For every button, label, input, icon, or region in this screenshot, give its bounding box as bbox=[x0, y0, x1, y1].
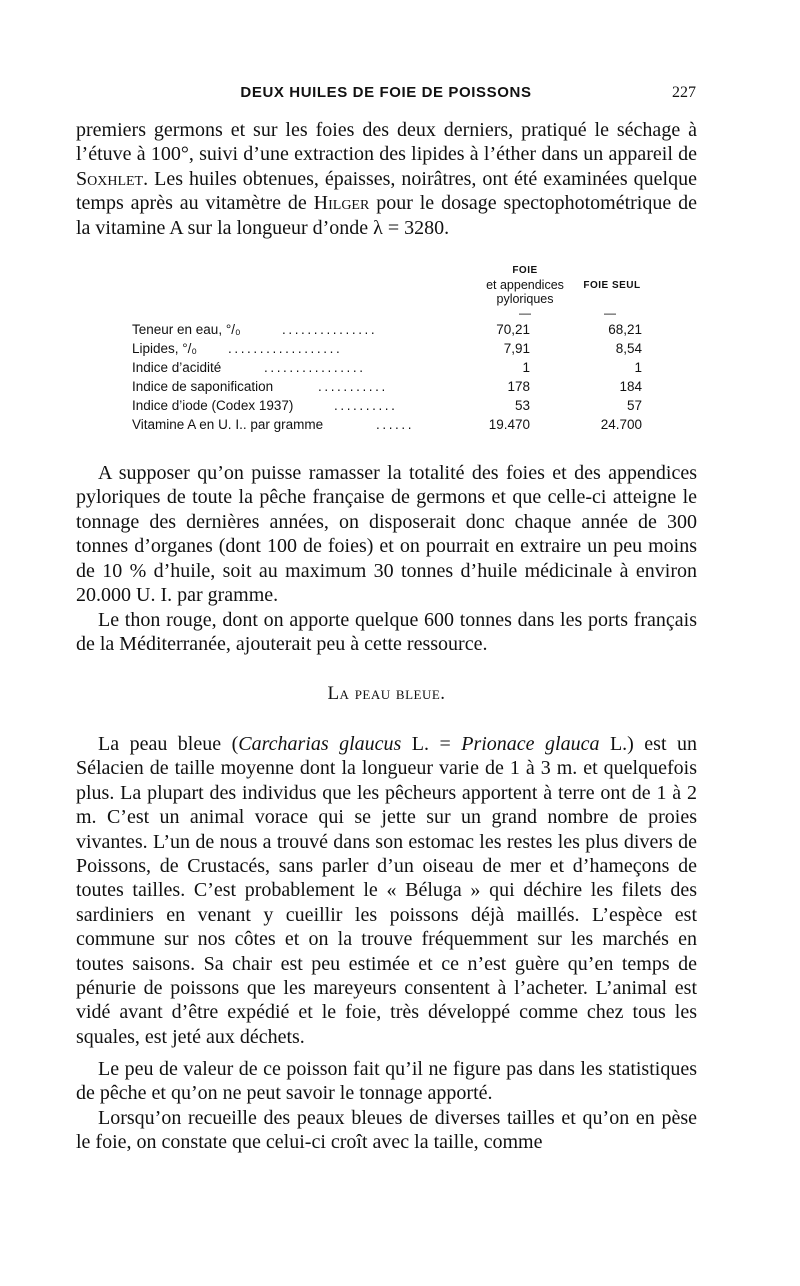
intro-text-a: premiers germons et sur les foies des deux derniers, pratiqué le séchage à l’étuve à 100°, suivi d’une extraction des lipides à l’éther dans un appareil de bbox=[76, 119, 697, 166]
col-header-line-2: et appendices bbox=[486, 278, 564, 292]
table-row bbox=[132, 417, 652, 435]
row-label: Vitamine A en U. I.. par gramme bbox=[132, 417, 324, 432]
row-dots: ...... bbox=[376, 417, 415, 432]
col-header-foie-seul-label: FOIE SEUL bbox=[583, 280, 641, 291]
row-value-foie-seul: 1 bbox=[634, 360, 642, 375]
col-header-line-3: pyloriques bbox=[496, 292, 554, 306]
species-name-carcharias: Carcharias glaucus bbox=[238, 733, 402, 755]
table-row bbox=[132, 379, 652, 397]
paragraph-foie-taille bbox=[76, 1106, 697, 1155]
paragraph-statistiques bbox=[76, 1057, 697, 1106]
col-header-line-1: FOIE bbox=[512, 265, 538, 276]
table-row bbox=[132, 360, 652, 378]
row-dots: ............... bbox=[282, 322, 378, 337]
row-dots: .......... bbox=[334, 398, 398, 413]
row-value-foie-seul: 24.700 bbox=[600, 417, 642, 432]
row-label: Indice d’iode (Codex 1937) bbox=[132, 398, 294, 413]
col2-dash: — bbox=[604, 306, 616, 320]
paragraph-germons-total bbox=[76, 461, 697, 607]
peau-bleue-text-b: L. = bbox=[401, 733, 462, 755]
row-label: Indice de saponification bbox=[132, 379, 274, 394]
running-header bbox=[76, 84, 696, 108]
col-header-foie-seul bbox=[572, 279, 652, 293]
row-label: Lipides, °/₀ bbox=[132, 341, 198, 356]
paragraph-statistiques-text: Le peu de valeur de ce poisson fait qu’il ne figure pas dans les statistiques de pêche et qu’on ne peut savoir le tonnage apporté. bbox=[76, 1058, 697, 1105]
row-label: Indice d’acidité bbox=[132, 360, 222, 375]
paragraph-thon-rouge bbox=[76, 608, 697, 657]
col1-dash: — bbox=[519, 306, 531, 320]
author-soxhlet: Soxhlet bbox=[76, 167, 144, 190]
row-value-foie-seul: 8,54 bbox=[615, 341, 642, 356]
paragraph-peau-bleue bbox=[76, 732, 697, 1049]
col-header-foie-appendices bbox=[460, 264, 590, 306]
author-hilger: Hilger bbox=[313, 192, 370, 215]
row-dots: .................. bbox=[228, 341, 343, 356]
row-value-foie-appendices: 70,21 bbox=[496, 322, 530, 337]
table-row bbox=[132, 398, 652, 416]
page-number: 227 bbox=[672, 84, 696, 101]
intro-text-c: pour le dosage spectophotométrique de la vitamine A sur la longueur d’onde λ = 3280. bbox=[76, 192, 697, 239]
paragraph-thon-rouge-text: Le thon rouge, dont on apporte quelque 600 tonnes dans les ports français de la Méditerranée, ajouterait peu à cette ressource. bbox=[76, 609, 697, 656]
table-row bbox=[132, 341, 652, 359]
row-dots: ........... bbox=[318, 379, 388, 394]
row-value-foie-appendices: 53 bbox=[514, 398, 530, 413]
species-name-prionace: Prionace glauca bbox=[461, 733, 600, 755]
row-label: Teneur en eau, °/₀ bbox=[132, 322, 241, 337]
intro-paragraph bbox=[76, 118, 697, 240]
row-value-foie-seul: 57 bbox=[626, 398, 642, 413]
row-value-foie-appendices: 1 bbox=[522, 360, 530, 375]
row-value-foie-seul: 68,21 bbox=[608, 322, 642, 337]
section-title: La peau bleue. bbox=[327, 683, 446, 704]
peau-bleue-text-c: L.) est un Sélacien de taille moyenne dont la longueur varie de 1 à 3 m. et quelquefois plus. La plupart des individus que les pêcheurs apportent à terre ont de 1 à 2 m. C’est un animal vorace qui se jette sur un grand nombre de proies vivantes. L’un de nous a trouvé dans son estomac les restes les plus divers de Poissons, de Crustacés, sans parler d’un oiseau de mer et d’hameçons de toutes tailles. C’est probablement le « Béluga » qui déchire les filets des sardiniers en venant y cueillir les poissons déjà maillés. L’espèce est commune sur nos côtes et on la trouve fréquemment sur les marchés en toutes saisons. Sa chair est peu estimée et ce n’est guère qu’en temps de pénurie de poissons que les mareyeurs consentent à l’acheter. L’animal est vidé avant d’être expédié et le foie, très développé comme chez tous les squales, est jeté aux déchets. bbox=[76, 733, 697, 1048]
paragraph-germons-text: A supposer qu’on puisse ramasser la totalité des foies et des appendices pyloriques de toute la pêche française de germons et que celle-ci atteigne le tonnage des dernières années, on disposerait donc chaque année de 300 tonnes d’organes (dont 100 de foies) et on pourrait en extraire un peu moins de 10 % d’huile, soit au maximum 30 tonnes d’huile médicinale à environ 20.000 U. I. par gramme. bbox=[76, 462, 697, 607]
row-value-foie-appendices: 178 bbox=[507, 379, 530, 394]
peau-bleue-text-a: La peau bleue ( bbox=[98, 733, 239, 755]
row-value-foie-appendices: 7,91 bbox=[503, 341, 530, 356]
running-title: DEUX HUILES DE FOIE DE POISSONS bbox=[240, 84, 532, 101]
row-value-foie-appendices: 19.470 bbox=[488, 417, 530, 432]
row-value-foie-seul: 184 bbox=[619, 379, 642, 394]
paragraph-foie-taille-text: Lorsqu’on recueille des peaux bleues de diverses tailles et qu’on en pèse le foie, on constate que celui-ci croît avec la taille, comme bbox=[76, 1107, 697, 1154]
table-row bbox=[132, 322, 652, 340]
intro-text-b: . Les huiles obtenues, épaisses, noirâtres, ont été examinées quelque temps après au vitamètre de bbox=[76, 167, 697, 215]
row-dots: ................ bbox=[264, 360, 366, 375]
